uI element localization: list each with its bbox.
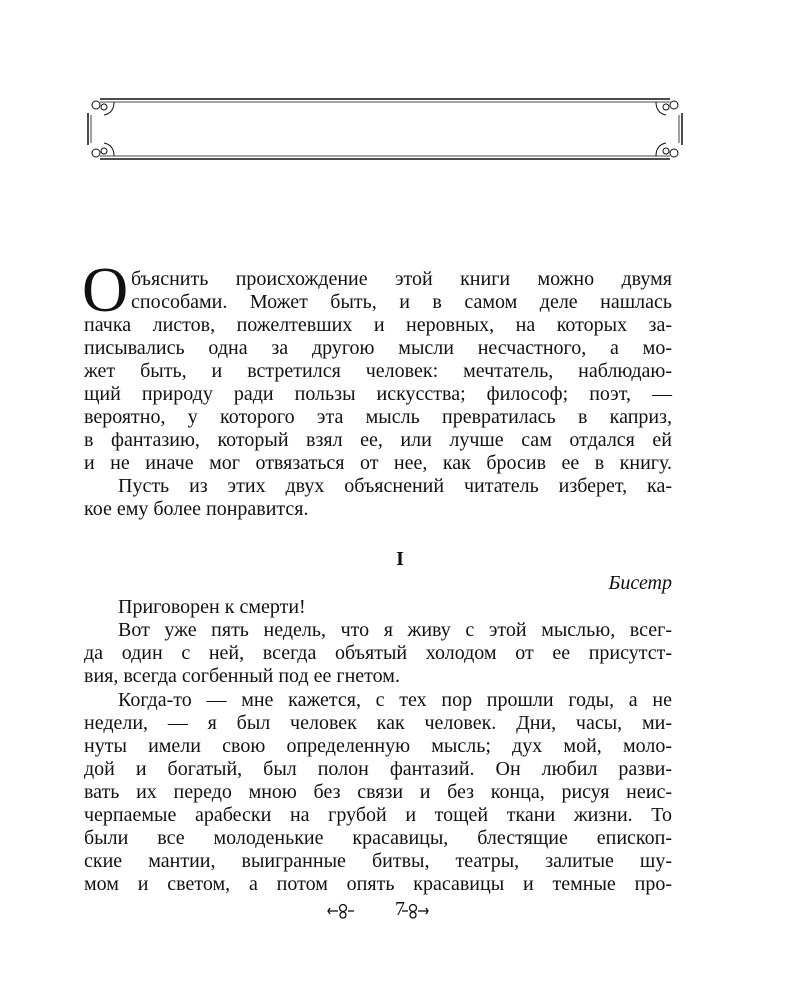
text-line: да один с ней, всегда объятый холодом от ее присутст- (84, 642, 672, 664)
text-line: черпаемые арабески на грубой и тощей ткани жизни. То (84, 804, 672, 826)
text-line: дой и богатый, был полон фантазий. Он любил разви- (84, 758, 672, 780)
text-line: вероятно, у которого эта мысль превратилась в каприз, (84, 406, 672, 428)
right-ornament-icon (400, 902, 430, 920)
text-line: бъяснить происхождение этой книги можно двумя (131, 268, 672, 290)
text-line: Приговорен к смерти! (118, 596, 306, 618)
chapter-number: I (396, 548, 404, 570)
chapter-place: Бисетр (608, 572, 672, 594)
text-line: жет быть, и встретился человек: мечтатель, наблюдаю- (84, 360, 672, 382)
text-line: вия, всегда согбенный под ее гнетом. (84, 665, 400, 687)
drop-cap: О (82, 254, 129, 325)
ornamental-header-frame (86, 97, 684, 161)
text-line: мом и светом, а потом опять красавицы и темные про- (84, 873, 672, 895)
text-line: Пусть из этих двух объяснений читатель изберет, ка- (118, 475, 672, 497)
text-line: в фантазию, который взял ее, или лучше сам отдался ей (84, 429, 672, 451)
text-line: кое ему более понравится. (84, 498, 309, 520)
text-line: писывались одна за другою мысли несчастного, а мо- (84, 337, 672, 359)
text-line: Когда-то — мне кажется, с тех пор прошли годы, а не (118, 689, 672, 711)
text-line: вать их передо мною без связи и без конца, рисуя неис- (84, 781, 672, 803)
text-line: пачка листов, пожелтевших и неровных, на которых за- (84, 314, 672, 336)
text-line: недели, — я был человек как человек. Дни, часы, ми- (84, 712, 672, 734)
text-line: были все молоденькие красавицы, блестящие епископ- (84, 827, 672, 849)
text-line: нуты имели свою определенную мысль; дух мой, моло- (84, 735, 672, 757)
page-number: 7 (395, 898, 405, 920)
text-line: ские мантии, выигранные битвы, театры, залитые шу- (84, 850, 672, 872)
text-line: щий природу ради пользы искусства; философ; поэт, — (84, 383, 672, 405)
text-line: способами. Может быть, и в самом деле нашлась (131, 291, 672, 313)
text-line: и не иначе мог отвязаться от нее, как бросив ее в книгу. (84, 452, 672, 474)
text-line: Вот уже пять недель, что я живу с этой мыслью, всег- (118, 619, 672, 641)
